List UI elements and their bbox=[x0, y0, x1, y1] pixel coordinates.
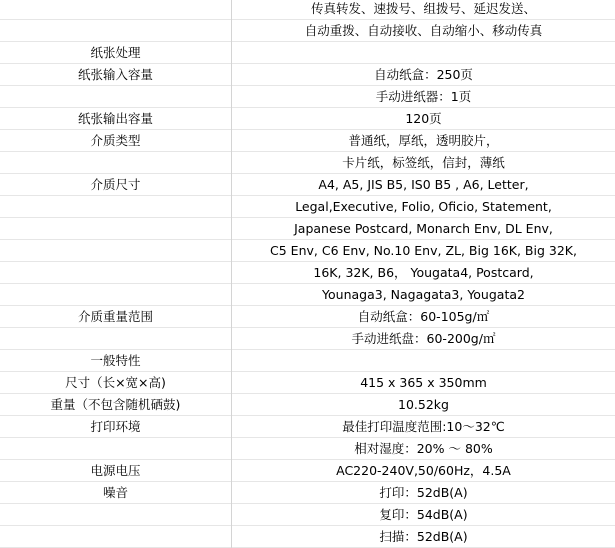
row-value: Younaga3, Nagagata3, Yougata2 bbox=[322, 287, 525, 302]
row-value: 16K, 32K, B6， Yougata4, Postcard, bbox=[313, 265, 534, 280]
table-row bbox=[0, 152, 615, 174]
row-label bbox=[0, 262, 232, 284]
row-label: 介质尺寸 bbox=[0, 174, 232, 196]
row-value: 相对湿度：20% ～ 80% bbox=[354, 441, 493, 456]
row-label bbox=[0, 438, 232, 460]
row-label: 尺寸（长×宽×高) bbox=[0, 372, 232, 394]
table-row bbox=[0, 504, 615, 526]
row-value: 自动纸盒：60-105g/㎡ bbox=[357, 309, 490, 324]
row-label bbox=[0, 0, 232, 20]
row-label bbox=[0, 240, 232, 262]
table-row bbox=[0, 196, 615, 218]
table-row bbox=[0, 526, 615, 548]
row-label bbox=[0, 526, 232, 548]
row-value: AC220-240V,50/60Hz，4.5A bbox=[336, 463, 511, 478]
row-value: 传真转发、速拨号、组拨号、延迟发送、 bbox=[310, 1, 536, 16]
row-value: 复印：54dB(A) bbox=[379, 507, 468, 522]
row-value: 扫描：52dB(A) bbox=[379, 529, 468, 544]
table-row bbox=[0, 306, 615, 328]
table-row bbox=[0, 460, 615, 482]
row-value: 415 x 365 x 350mm bbox=[360, 375, 487, 390]
table-row bbox=[0, 86, 615, 108]
row-value bbox=[232, 350, 615, 372]
row-value: 手动进纸器：1页 bbox=[375, 89, 472, 104]
row-value: 10.52kg bbox=[398, 397, 449, 412]
row-label bbox=[0, 218, 232, 240]
row-label bbox=[0, 196, 232, 218]
table-row bbox=[0, 416, 615, 438]
table-row bbox=[0, 284, 615, 306]
row-label: 重量（不包含随机硒鼓) bbox=[0, 394, 232, 416]
row-label bbox=[0, 328, 232, 350]
row-value: A4, A5, JIS B5, IS0 B5 , A6, Letter, bbox=[318, 177, 529, 192]
table-row bbox=[0, 0, 615, 20]
row-value: 卡片纸，标签纸，信封，薄纸 bbox=[342, 155, 505, 170]
table-row bbox=[0, 262, 615, 284]
table-row bbox=[0, 350, 615, 372]
row-label bbox=[0, 152, 232, 174]
table-row bbox=[0, 174, 615, 196]
row-value: Legal,Executive, Folio, Oficio, Statement, bbox=[295, 199, 552, 214]
row-value: 打印：52dB(A) bbox=[379, 485, 468, 500]
table-row bbox=[0, 372, 615, 394]
row-label bbox=[0, 20, 232, 42]
row-label: 介质类型 bbox=[0, 130, 232, 152]
row-value: 120页 bbox=[405, 111, 442, 126]
row-label bbox=[0, 284, 232, 306]
row-value: Japanese Postcard, Monarch Env, DL Env, bbox=[294, 221, 553, 236]
row-value: 手动进纸盘：60-200g/㎡ bbox=[351, 331, 496, 346]
row-value: C5 Env, C6 Env, No.10 Env, ZL, Big 16K, Big 32K, bbox=[270, 243, 577, 258]
row-label: 电源电压 bbox=[0, 460, 232, 482]
row-label: 纸张输入容量 bbox=[0, 64, 232, 86]
table-row bbox=[0, 240, 615, 262]
row-label: 纸张处理 bbox=[0, 42, 232, 64]
row-value: 最佳打印温度范围:10～32℃ bbox=[342, 419, 505, 434]
table-row bbox=[0, 64, 615, 86]
table-row bbox=[0, 482, 615, 504]
row-label bbox=[0, 86, 232, 108]
row-label: 打印环境 bbox=[0, 416, 232, 438]
table-row bbox=[0, 394, 615, 416]
row-value bbox=[232, 42, 615, 64]
table-row bbox=[0, 438, 615, 460]
row-label: 噪音 bbox=[0, 482, 232, 504]
table-row bbox=[0, 20, 615, 42]
table-row bbox=[0, 108, 615, 130]
row-value: 自动重拨、自动接收、自动缩小、移动传真 bbox=[304, 23, 543, 38]
row-label: 介质重量范围 bbox=[0, 306, 232, 328]
table-row bbox=[0, 130, 615, 152]
table-row bbox=[0, 218, 615, 240]
row-value: 自动纸盒：250页 bbox=[374, 67, 473, 82]
row-label bbox=[0, 504, 232, 526]
row-label: 纸张输出容量 bbox=[0, 108, 232, 130]
table-row bbox=[0, 42, 615, 64]
row-label: 一般特性 bbox=[0, 350, 232, 372]
table-row bbox=[0, 328, 615, 350]
row-value: 普通纸，厚纸，透明胶片， bbox=[348, 133, 499, 148]
